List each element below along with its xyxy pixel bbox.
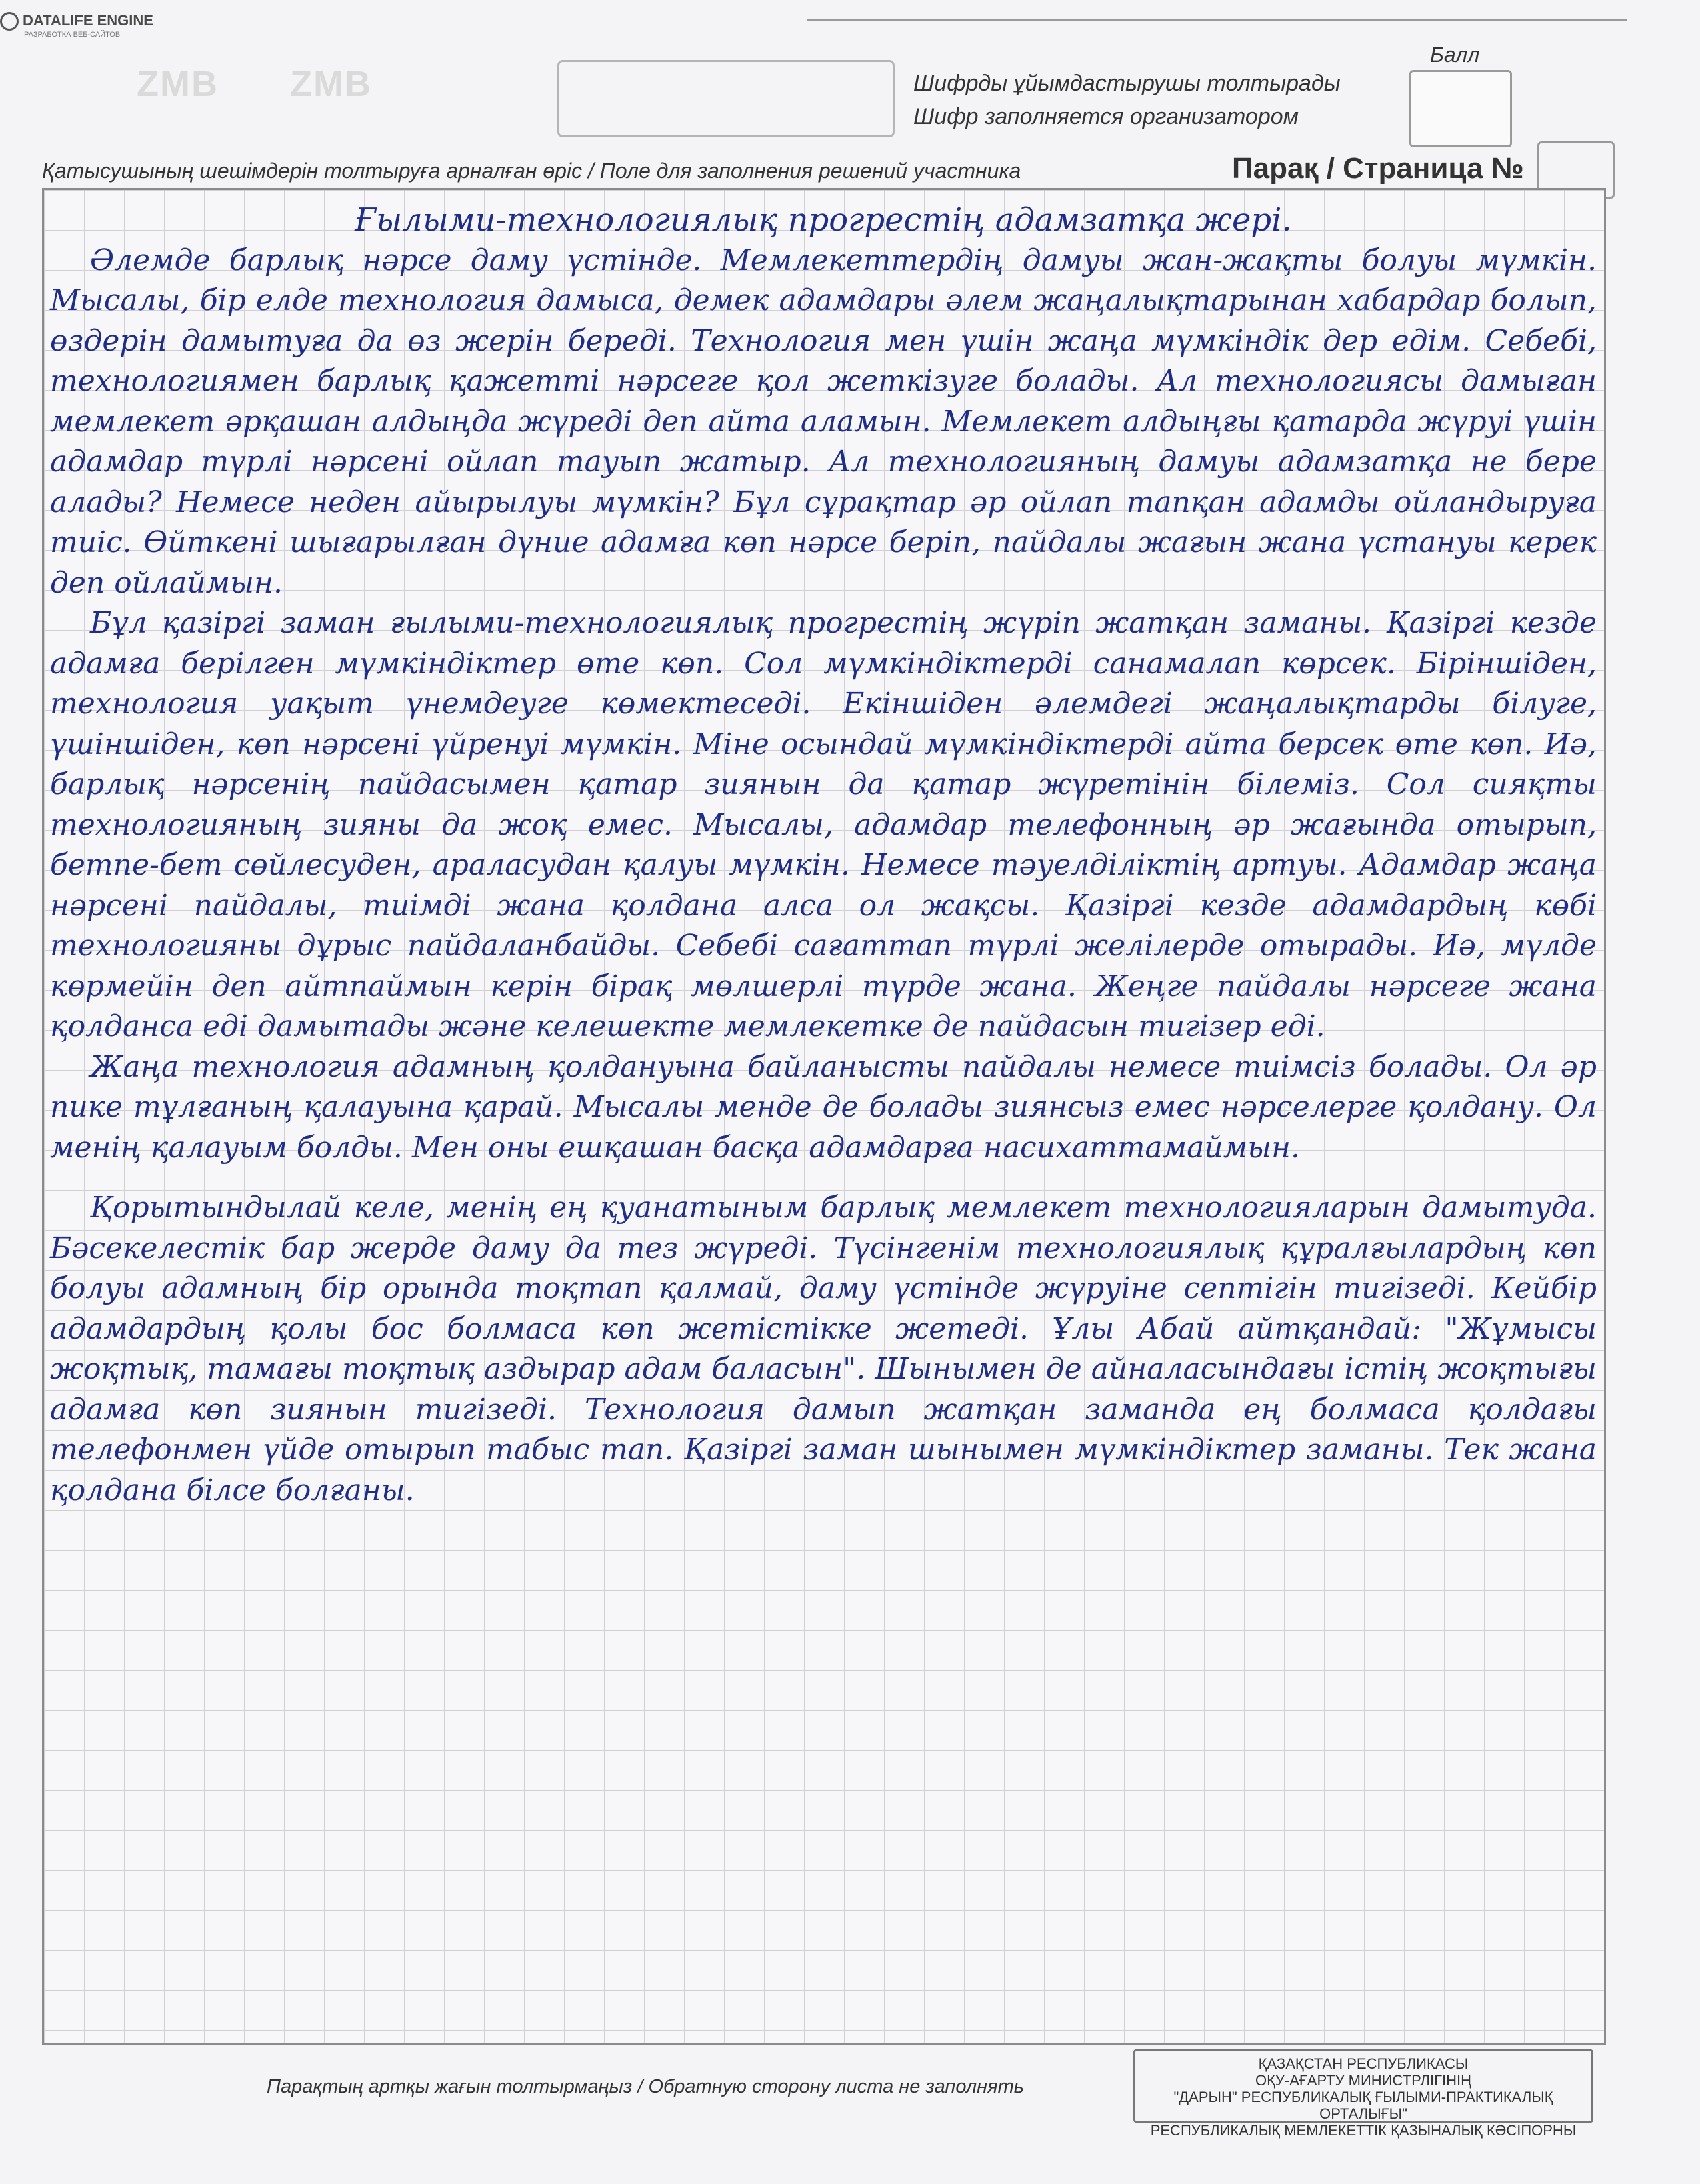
essay-paragraph: Әлемде барлық нәрсе даму үстінде. Мемлекеттердің дамуы жан-жақты болуы мүмкін. Мысалы, бір елде технология дамыса, демек адамдары әлем жаңалықтарынан хабардар болып, өздерін дамытуға да өз жерін береді. Технология мен үшін жаңа мүмкіндік дер едім. Себебі, технологиямен барлық қажетті нәрсеге қол жеткізуге болады. Ал технологиясы дамыған мемлекет әрқашан алдыңда жүреді деп айта аламын. Мемлекет алдыңғы қатарда жүруі үшін адамдар түрлі нәрсені ойлап тауып жатыр. Ал технологияның дамуы адамзатқа не бере алады? Немесе неден айырылуы мүмкін? Бұл сұрақтар әр ойлап тапқан адамды ойландыруға тиіс. Өйткені шығарылған дүние адамға көп нәрсе беріп, пайдалы жағын жана үстануы керек деп ойлаймын. bbox=[50, 243, 1597, 600]
score-box bbox=[1409, 70, 1512, 147]
organizer-stamp bbox=[1133, 2049, 1593, 2139]
essay-paragraph: Жаңа технология адамның қолдануына байланысты пайдалы немесе тиімсіз болады. Ол әр пике тұлғаның қалауына қарай. Мысалы менде де болады зиянсыз емес нәрселерге қолдану. Ол менің қалауым болды. Мен оны ешқашан басқа адамдарға насихаттамаймын. bbox=[50, 1049, 1597, 1165]
watermark-zmb-1: ZMB bbox=[137, 64, 219, 104]
stamp-line: "ДАРЫН" РЕСПУБЛИКАЛЫҚ ҒЫЛЫМИ-ПРАКТИКАЛЫҚ ОРТАЛЫҒЫ" bbox=[1173, 2089, 1553, 2122]
cipher-label-ru: Шифр заполняется организатором bbox=[913, 104, 1299, 129]
logo-text: DATALIFE ENGINE bbox=[23, 12, 153, 29]
essay-paragraph: Бұл қазіргі заман ғылыми-технологиялық прогрестің жүріп жатқан заманы. Қазіргі кезде адамға берілген мүмкіндіктер өте көп. Сол мүмкіндіктерді санамалап көрсек. Біріншіден, технология уақыт үнемдеуге көмектеседі. Екіншіден әлемдегі жаңалықтарды білуге, үшіншіден, көп нәрсені үйренуі мүмкін. Міне осындай мүмкіндіктерді айта берсек өте көп. Иә, барлық нәрсенің пайдасымен қатар зиянын да қатар жүретінін білеміз. Сол сияқты технологияның зияны да жоқ емес. Мысалы, адамдар телефонның әр жағында отырып, бетпе-бет сөйлесуден, араласудан қалуы мүмкін. Немесе тәуелділіктің артуы. Адамдар жаңа нәрсені пайдалы, тиімді жана қолдана алса ол жақсы. Қазіргі кезде адамдардың көбі технологияны дұрыс пайдаланбайды. Себебі сағаттап түрлі желілерде отырады. Иә, мүлде көрмейін деп айтпаймын керін бірақ мөлшерлі түрде жана. Жеңге пайдалы нәрсеге жана қолданса еді дамытады және келешекте мемлекетке де пайдасын тигізер еді. bbox=[50, 606, 1597, 1043]
essay-title: Ғылыми-технологиялық прогрестің адамзатқа жері. bbox=[355, 201, 1292, 239]
stamp-line: ҚАЗАҚСТАН РЕСПУБЛИКАСЫ bbox=[1258, 2055, 1469, 2072]
page-number-label: Парақ / Страница № bbox=[1232, 152, 1524, 185]
stamp-line: РЕСПУБЛИКАЛЫҚ МЕМЛЕКЕТТІК ҚАЗЫНАЛЫҚ КӘСІПОРНЫ bbox=[1150, 2122, 1577, 2139]
cipher-label bbox=[913, 67, 1341, 133]
datalife-logo bbox=[0, 12, 153, 39]
logo-circle-icon bbox=[0, 12, 19, 31]
handwritten-essay bbox=[50, 200, 1597, 1511]
cipher-box bbox=[557, 60, 895, 137]
answer-field-label: Қатысушының шешімдерін толтыруға арналған өріс / Поле для заполнения решений участника bbox=[42, 159, 1021, 183]
back-side-note: Парақтың артқы жағын толтырмаңыз / Обратную сторону листа не заполнять bbox=[267, 2076, 1025, 2097]
watermark-zmb-2: ZMB bbox=[290, 64, 372, 104]
essay-paragraph: Қорытындылай келе, менің ең қуанатыным барлық мемлекет технологияларын дамытуда. Бәсекелестік бар жерде даму да тез жүреді. Түсінгенім технологиялық құралғылардың көп болуы адамның бір орында тоқтап қалмай, даму үстінде жүруіне септігін тигізеді. Кейбір адамдардың қолы бос болмаса көп жетістікке жетеді. Ұлы Абай айтқандай: "Жұмысы жоқтық, тамағы тоқтық аздырар адам баласын". Шынымен де айналасындағы істің жоқтығы адамға көп зиянын тигізеді. Технология дамып жатқан заманда ең болмаса қолдағы телефонмен үйде отырып табыс тап. Қазіргі заман шынымен мүмкіндіктер заманы. Тек жана қолдана білсе болғаны. bbox=[50, 1191, 1597, 1507]
cipher-label-kz: Шифрды ұйымдастырушы толтырады bbox=[913, 71, 1341, 96]
stamp-line: ОҚУ-АҒАРТУ МИНИСТРЛІГІНІҢ bbox=[1255, 2072, 1472, 2089]
top-rule bbox=[807, 19, 1627, 21]
score-label: Балл bbox=[1430, 43, 1480, 67]
logo-subtext: РАЗРАБОТКА ВЕБ-САЙТОВ bbox=[24, 31, 121, 39]
